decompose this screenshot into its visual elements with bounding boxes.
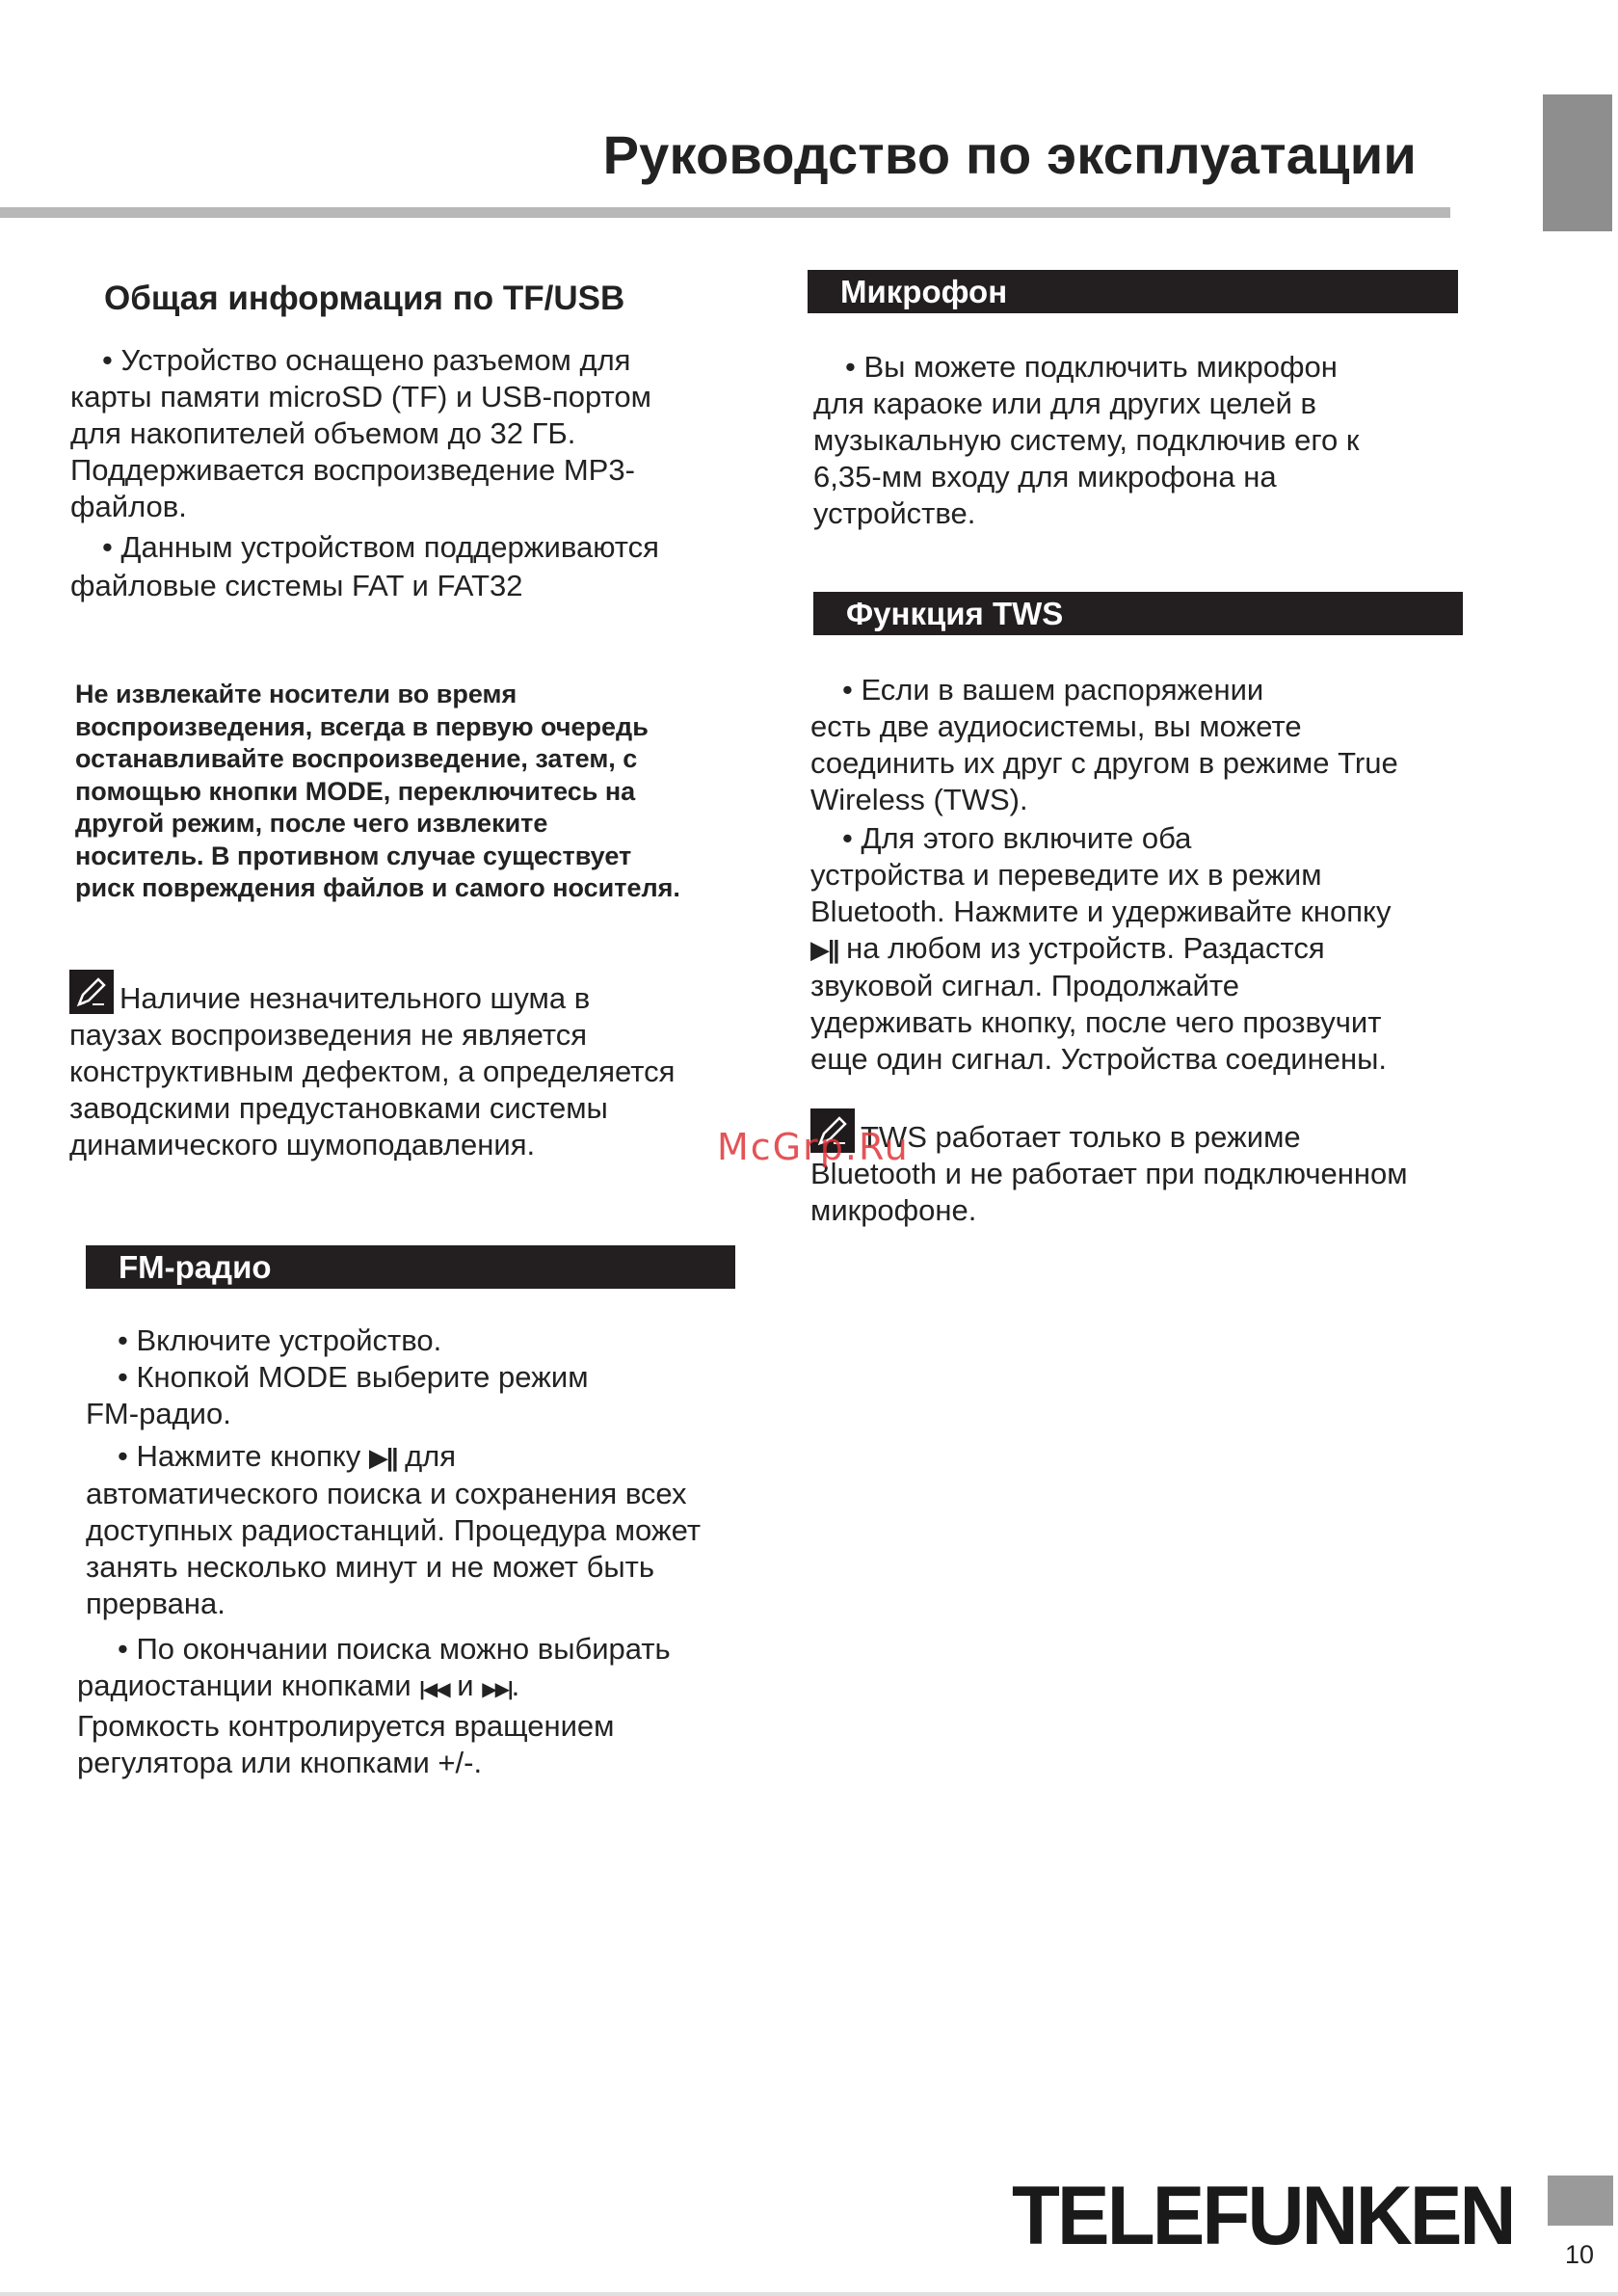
- fm-line: занять несколько минут и не может быть: [86, 1550, 654, 1584]
- next-track-icon: ▶▶|: [482, 1679, 512, 1700]
- fm-line: FM-радио.: [86, 1397, 231, 1430]
- warning-line: риск повреждения файлов и самого носителя.: [75, 873, 680, 902]
- tws-line: на любом из устройств. Раздастся: [846, 931, 1325, 965]
- note-line: динамического шумоподавления.: [69, 1128, 536, 1161]
- fm-radio-heading-bar: [86, 1245, 735, 1289]
- fm-radio-heading: FM-радио: [119, 1248, 272, 1285]
- warning-line: помощью кнопки MODE, переключитесь на: [75, 776, 636, 806]
- tf-usb-bullet1-line: Поддерживается воспроизведение MP3-: [70, 453, 635, 487]
- mic-line: 6,35-мм входу для микрофона на: [813, 460, 1277, 494]
- fm-bullet: • Включите устройство.: [118, 1323, 442, 1357]
- tf-usb-bullet1-first: • Устройство оснащено разъемом для: [102, 343, 631, 377]
- watermark: McGrp.Ru: [717, 1126, 910, 1168]
- microphone-heading: Микрофон: [840, 273, 1008, 309]
- tws-note: [810, 1108, 1504, 1229]
- fm-line: автоматического поиска и сохранения всех: [86, 1477, 687, 1510]
- tws-body: [810, 672, 1504, 1078]
- play-pause-icon: ▶||: [368, 1443, 397, 1472]
- fm-bullet: • Кнопкой MODE выберите режим: [118, 1360, 589, 1394]
- note-line: TWS работает только в режиме: [861, 1120, 1301, 1154]
- title-divider: [0, 207, 1450, 218]
- note-pen-icon: [69, 970, 114, 1014]
- tf-usb-bullet1-line: карты памяти microSD (TF) и USB-портом: [70, 380, 651, 414]
- fm-line: прервана.: [86, 1587, 225, 1620]
- removal-warning: [75, 679, 750, 905]
- warning-line: носитель. В противном случае существует: [75, 841, 632, 870]
- tws-line: Wireless (TWS).: [810, 783, 1028, 816]
- mic-line: для караоке или для других целей в: [813, 387, 1317, 420]
- mic-bullet: • Вы можете подключить микрофон: [845, 350, 1338, 384]
- tws-line: соединить их друг с другом в режиме True: [810, 746, 1398, 780]
- tws-bullet: • Для этого включите оба: [842, 821, 1192, 855]
- fm-line: для: [405, 1439, 457, 1473]
- fm-radio-body-2: [77, 1631, 771, 1781]
- tws-line: еще один сигнал. Устройства соединены.: [810, 1042, 1387, 1076]
- page-title: Руководство по эксплуатации: [602, 124, 1417, 185]
- warning-line: останавливайте воспроизведение, затем, с: [75, 744, 638, 773]
- previous-track-icon: |◀◀: [419, 1679, 449, 1700]
- fm-line: Громкость контролируется вращением: [77, 1709, 615, 1743]
- fm-radio-body: [86, 1322, 760, 1622]
- page-number: 10: [1564, 2240, 1595, 2269]
- note-line: Bluetooth и не работает при подключенном: [810, 1157, 1408, 1190]
- bottom-divider: [0, 2292, 1618, 2296]
- tws-line: Bluetooth. Нажмите и удерживайте кнопку: [810, 894, 1392, 928]
- warning-line: Не извлекайте носители во время: [75, 680, 517, 708]
- play-pause-icon: ▶||: [810, 935, 838, 964]
- fm-line: и: [457, 1669, 474, 1702]
- page-number-tab: [1548, 2176, 1613, 2226]
- tws-heading-bar: [813, 592, 1463, 635]
- fm-line: .: [511, 1669, 520, 1702]
- mic-line: устройстве.: [813, 496, 976, 530]
- note-line: заводскими предустановками системы: [69, 1091, 608, 1125]
- microphone-body: [813, 349, 1488, 532]
- fm-line: регулятора или кнопками +/-.: [77, 1746, 483, 1779]
- side-tab-marker: [1543, 94, 1612, 231]
- brand-logo: TELEFUNKEN: [1012, 2170, 1514, 2262]
- tws-line: удерживать кнопку, после чего прозвучит: [810, 1005, 1382, 1039]
- fm-bullet: • Нажмите кнопку: [118, 1439, 361, 1473]
- tws-bullet: • Если в вашем распоряжении: [842, 673, 1264, 707]
- fm-line: доступных радиостанций. Процедура может: [86, 1513, 702, 1547]
- fm-line: радиостанции кнопками: [77, 1669, 411, 1702]
- note-line: микрофоне.: [810, 1193, 977, 1227]
- tf-usb-heading: Общая информация по TF/USB: [104, 280, 625, 317]
- microphone-heading-bar: [808, 270, 1458, 313]
- tf-usb-bullet2-first: • Данным устройством поддерживаются: [102, 530, 659, 564]
- note-line: конструктивным дефектом, а определяется: [69, 1055, 676, 1088]
- tws-line: есть две аудиосистемы, вы можете: [810, 709, 1302, 743]
- tf-usb-bullet1-line: для накопителей объемом до 32 ГБ.: [70, 416, 576, 450]
- noise-note: [69, 970, 763, 1163]
- warning-line: воспроизведения, всегда в первую очередь: [75, 711, 649, 741]
- tf-usb-bullet1-line: файлов.: [70, 490, 187, 523]
- tws-line: устройства и переведите их в режим: [810, 858, 1322, 892]
- tws-heading: Функция TWS: [846, 595, 1064, 631]
- warning-line: другой режим, после чего извлеките: [75, 809, 548, 838]
- mic-line: музыкальную систему, подключив его к: [813, 423, 1360, 457]
- tf-usb-body: [70, 342, 745, 604]
- fm-bullet: • По окончании поиска можно выбирать: [118, 1632, 671, 1666]
- tws-line: звуковой сигнал. Продолжайте: [810, 969, 1239, 1002]
- note-line: Наличие незначительного шума в: [119, 981, 591, 1015]
- note-line: паузах воспроизведения не является: [69, 1018, 587, 1052]
- tf-usb-bullet2-line: файловые системы FAT и FAT32: [70, 569, 523, 602]
